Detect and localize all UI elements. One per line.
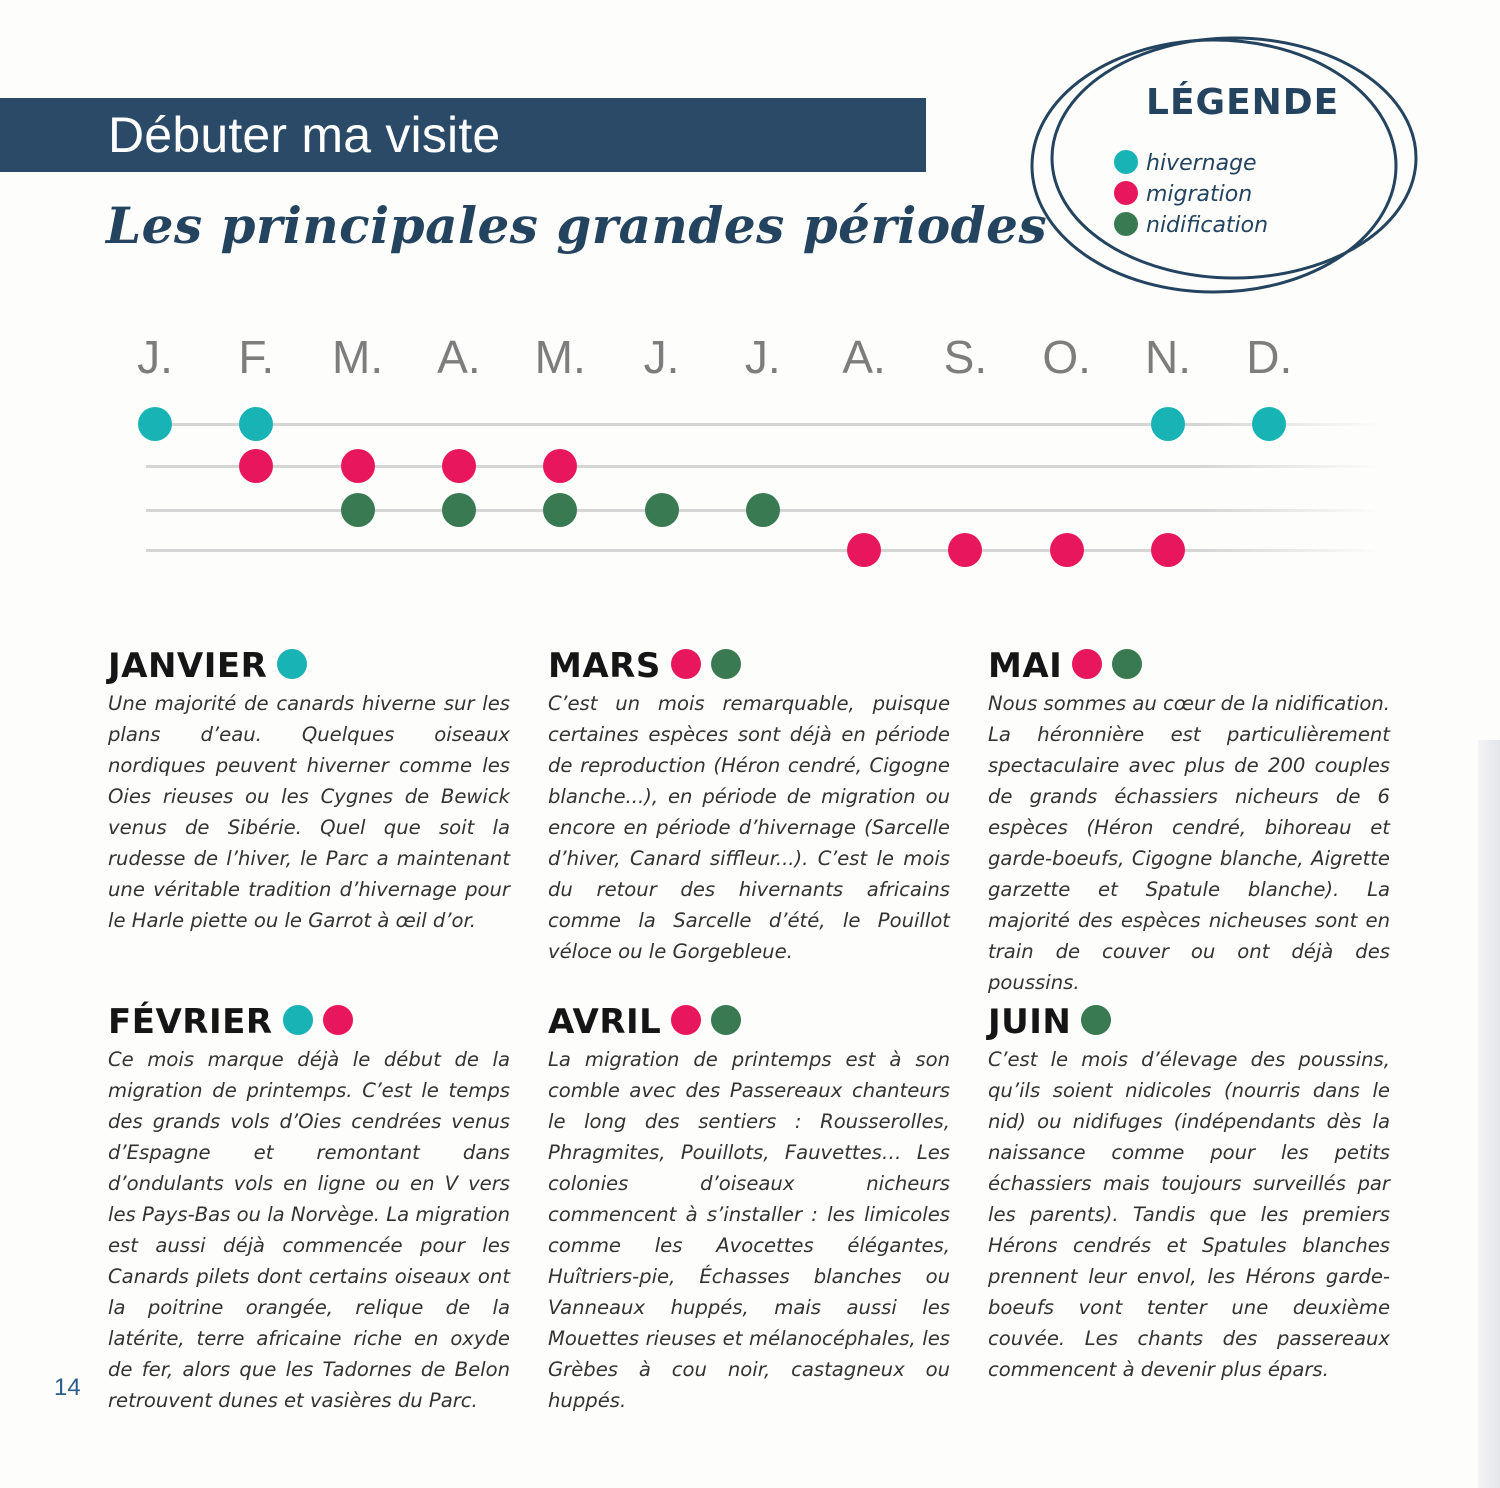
month-title: JANVIER [108,646,268,686]
timeline-dot-nidification [442,493,476,527]
pink-dot-icon [1072,649,1102,679]
teal-dot-icon [277,649,307,679]
month-axis-label: J. [643,331,680,383]
month-axis-label: A. [437,331,481,383]
timeline-dot-migration [341,449,375,483]
timeline-dot-hivernage [1151,407,1185,441]
month-axis-label: M. [332,331,384,383]
month-heading [108,1002,510,1042]
page-edge-shadow [1478,740,1500,1488]
pink-dot-icon [1114,181,1138,205]
pink-dot-icon [323,1005,353,1035]
teal-dot-icon [283,1005,313,1035]
month-axis-label: J. [137,331,173,383]
month-description: Ce mois marque déjà le début de la migration de printemps. C’est le temps des grands vols d’Oies cendrées venus d’Espagne et remontant dans d’ondulants vols en ligne ou en V vers les Pays-Bas ou la Norvège. La migration est aussi déjà commencée pour les Canards pilets dont certains oiseaux ont la poitrine orangée, relique de la latérite, terre africaine riche en oxyde de fer, alors que les Tadornes de Belon retrouvent dunes et vasières du Parc. [108,1048,510,1412]
timeline-dot-migration [1151,533,1185,567]
timeline-dot-nidification [341,493,375,527]
teal-dot-icon [1114,150,1138,174]
month-axis-label: O. [1042,331,1091,383]
timeline-dot-nidification [746,493,780,527]
legend-item-migration [1114,181,1252,207]
month-description: C’est un mois remarquable, puisque certaines espèces sont déjà en période de reproduction (Héron cendré, Cigogne blanche...), en période de migration ou encore en période d’hivernage (Sarcelle d’hiver, Canard siffleur...). C’est le mois du retour des hivernants africains comme la Sarcelle d’été, le Pouillot véloce ou le Gorgebleue. [548,692,950,963]
month-axis-label: M. [534,331,586,383]
month-axis-label: N. [1145,331,1191,383]
timeline-dot-migration [239,449,273,483]
month-title: MARS [548,646,661,686]
month-description: La migration de printemps est à son comble avec des Passereaux chanteurs le long des sentiers : Rousserolles, Phragmites, Pouillots, Fauvettes… Les colonies d’oiseaux nicheurs commencent à s’installer : les limicoles comme les Avocettes élégantes, Huîtriers-pie, Échasses blanches ou Vanneaux huppés, mais aussi les Mouettes rieuses et mélanocéphales, les Grèbes à cou noir, castagneux ou huppés. [548,1048,950,1412]
legend-label: migration [1146,182,1253,207]
timeline-dot-migration [543,449,577,483]
timeline-dot-migration [948,533,982,567]
month-axis-label: D. [1246,331,1293,383]
month-block-fevrier [108,1002,510,1416]
month-title: AVRIL [548,1002,662,1042]
month-heading [548,1002,950,1042]
month-title: JUIN [988,1002,1072,1042]
legend [1028,18,1424,300]
page-subtitle: Les principales grandes périodes [106,196,1048,255]
month-heading [988,1002,1390,1042]
legend-label: hivernage [1146,151,1257,176]
month-heading [988,646,1390,686]
timeline-track-hivernage [146,423,1382,426]
timeline-track-migration [146,465,1382,468]
month-axis-label: J. [744,331,781,383]
month-description: Nous sommes au cœur de la nidification. La héronnière est particulièrement spectaculaire avec plus de 200 couples de grands échassiers nicheurs de 6 espèces (Héron cendré, bihoreau et garde-boeufs, Cigogne blanche, Aigrette garzette et Spatule blanche). La majorité des espèces nicheuses sont en train de couver ou ont déjà des poussins. [988,692,1390,994]
green-dot-icon [711,649,741,679]
period-timeline-chart [0,320,1500,590]
month-heading [108,646,510,686]
legend-item-nidification [1114,212,1268,238]
timeline-dot-hivernage [138,407,172,441]
month-block-janvier [108,646,510,936]
month-axis-label: A. [842,331,886,383]
green-dot-icon [711,1005,741,1035]
timeline-dot-hivernage [1252,407,1286,441]
month-block-mai [988,646,1390,998]
legend-item-hivernage [1114,150,1257,176]
pink-dot-icon [671,649,701,679]
month-block-juin [988,1002,1390,1385]
section-title: Débuter ma visite [108,107,501,163]
pink-dot-icon [671,1005,701,1035]
timeline-dot-hivernage [239,407,273,441]
month-block-avril [548,1002,950,1416]
month-axis-label: S. [943,331,988,383]
month-axis-label: F. [238,331,275,383]
month-heading [548,646,950,686]
timeline-dot-nidification [543,493,577,527]
green-dot-icon [1081,1005,1111,1035]
green-dot-icon [1114,212,1138,236]
section-header-band [0,98,926,172]
timeline-track-migration [146,549,1382,552]
timeline-dot-migration [442,449,476,483]
timeline-dot-nidification [645,493,679,527]
green-dot-icon [1112,649,1142,679]
page-number: 14 [54,1374,81,1401]
month-block-mars [548,646,950,967]
legend-title: LÉGENDE [1146,82,1340,123]
month-description: Une majorité de canards hiverne sur les plans d’eau. Quelques oiseaux nordiques peuvent hiverner comme les Oies rieuses ou les Cygnes de Bewick venus de Sibérie. Quel que soit la rudesse de l’hiver, le Parc a maintenant une véritable tradition d’hivernage pour le Harle piette ou le Garrot à œil d’or. [108,692,510,932]
legend-label: nidification [1146,213,1269,238]
timeline-dot-migration [847,533,881,567]
timeline-dot-migration [1050,533,1084,567]
month-description: C’est le mois d’élevage des poussins, qu’ils soient nidicoles (nourris dans le nid) ou nidifuges (indépendants dès la naissance comme pour les petits échassiers mais toujours surveillés par les parents). Tandis que les premiers Hérons cendrés et Spatules blanches prennent leur envol, les Hérons garde-boeufs vont tenter une deuxième couvée. Les chants des passereaux commencent à devenir plus épars. [988,1048,1390,1381]
month-title: MAI [988,646,1063,686]
month-title: FÉVRIER [108,1002,273,1042]
